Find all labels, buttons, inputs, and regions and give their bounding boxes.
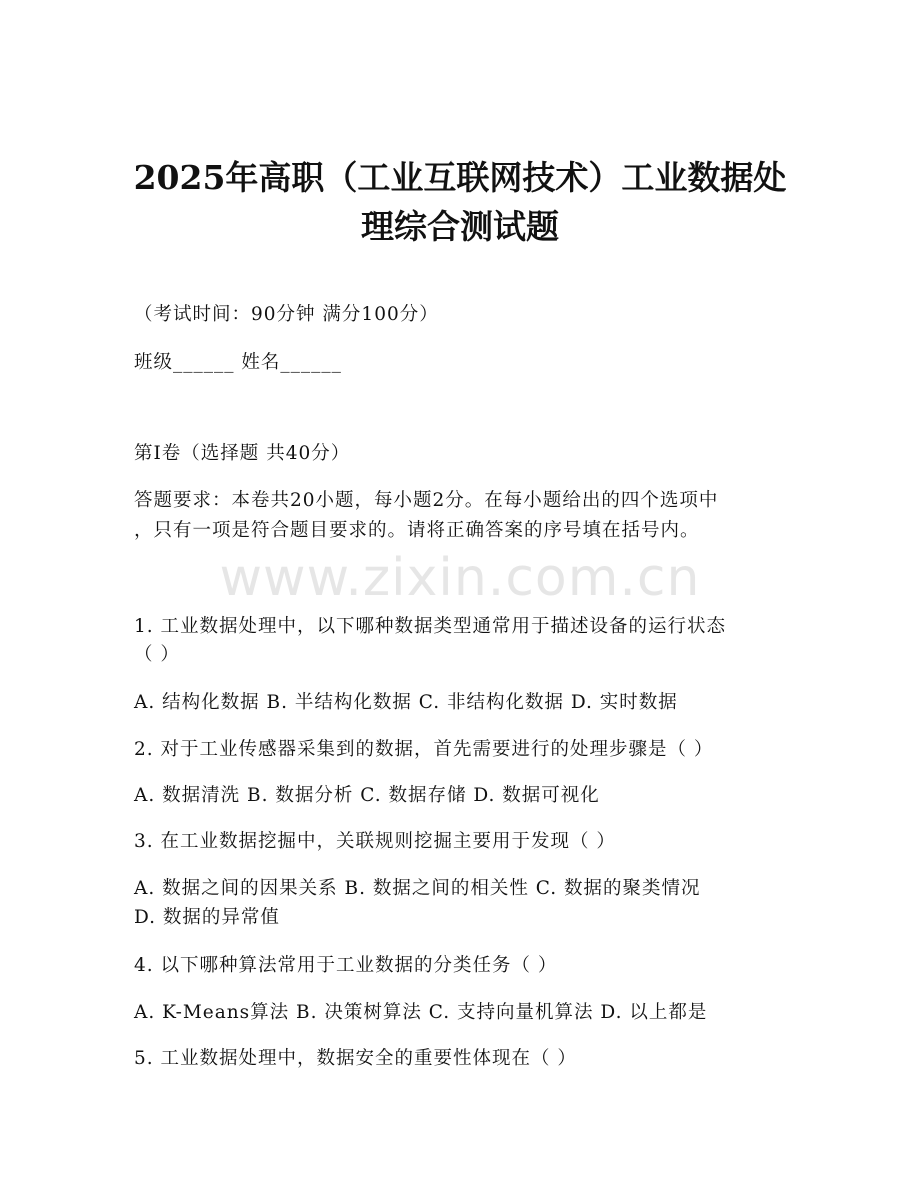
question-1-stem-line-1: 1. 工业数据处理中，以下哪种数据类型通常用于描述设备的运行状态 [134, 616, 727, 637]
class-name-line: 班级______ 姓名______ [134, 352, 342, 373]
instructions-line-1: 答题要求：本卷共20小题，每小题2分。在每小题给出的四个选项中 [134, 490, 719, 511]
question-4-stem: 4. 以下哪种算法常用于工业数据的分类任务（ ） [134, 955, 558, 976]
question-5-stem: 5. 工业数据处理中，数据安全的重要性体现在（ ） [134, 1048, 577, 1069]
question-1-stem-line-2: （ ） [134, 644, 180, 665]
watermark: www.zixin.com.cn [219, 548, 701, 608]
question-3-options-line-1: A. 数据之间的因果关系 B. 数据之间的相关性 C. 数据的聚类情况 [134, 878, 701, 899]
question-2-stem: 2. 对于工业传感器采集到的数据，首先需要进行的处理步骤是（ ） [134, 739, 714, 760]
question-1-options: A. 结构化数据 B. 半结构化数据 C. 非结构化数据 D. 实时数据 [134, 692, 678, 713]
question-3-stem: 3. 在工业数据挖掘中，关联规则挖掘主要用于发现（ ） [134, 831, 616, 852]
section-title: 第I卷（选择题 共40分） [134, 443, 351, 464]
exam-info: （考试时间：90分钟 满分100分） [134, 304, 439, 325]
question-3-options-line-2: D. 数据的异常值 [134, 907, 280, 928]
instructions-line-2: ，只有一项是符合题目要求的。请将正确答案的序号填在括号内。 [134, 520, 700, 541]
document-title-line-2: 理综合测试题 [361, 207, 559, 246]
question-2-options: A. 数据清洗 B. 数据分析 C. 数据存储 D. 数据可视化 [134, 785, 600, 806]
document-title-line-1: 2025年高职（工业互联网技术）工业数据处 [133, 158, 787, 197]
question-4-options: A. K-Means算法 B. 决策树算法 C. 支持向量机算法 D. 以上都是 [134, 1002, 708, 1023]
